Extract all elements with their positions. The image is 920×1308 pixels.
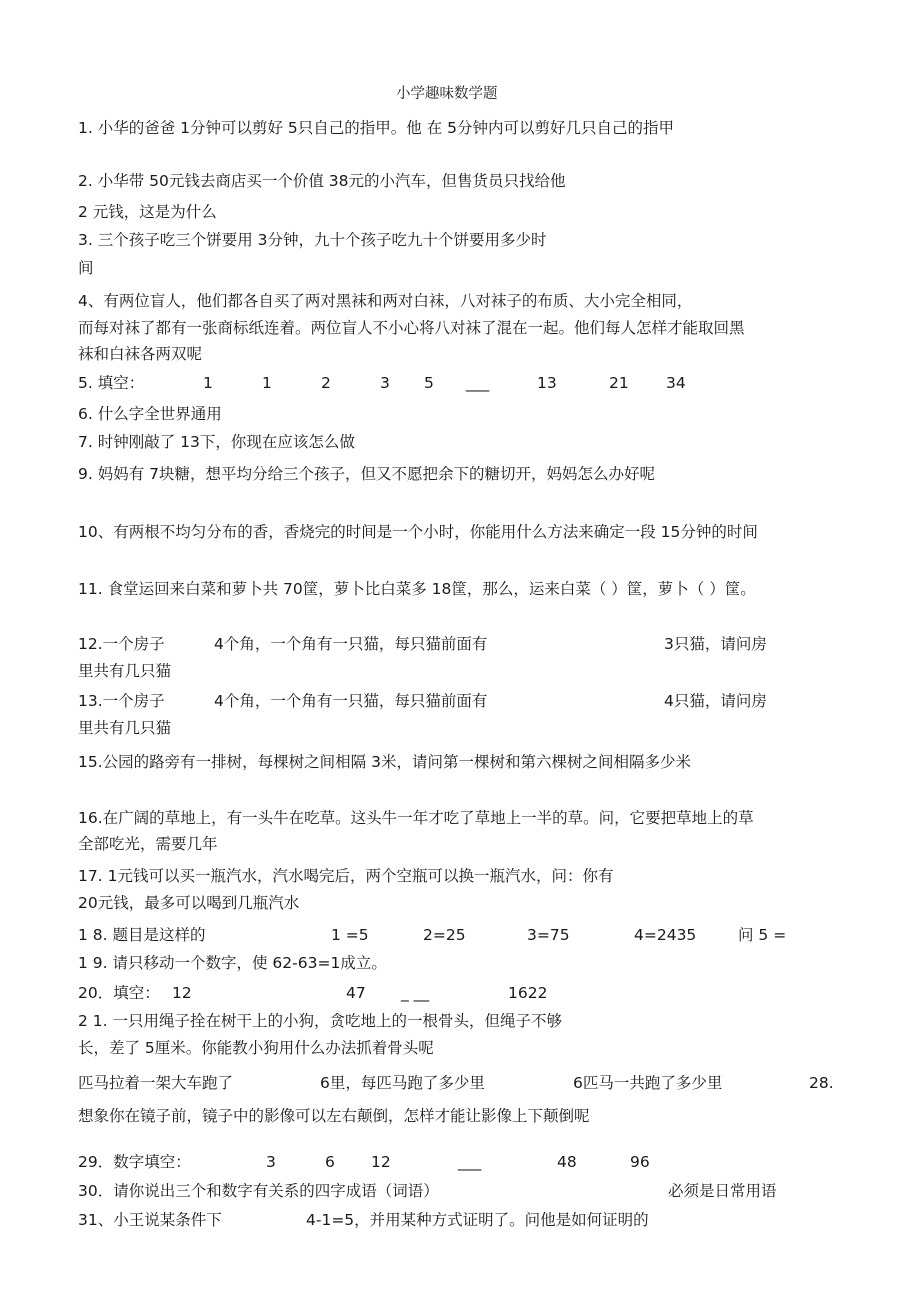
question-19: 1 9. 请只移动一个数字，使 62-63=1成立。 (78, 954, 387, 972)
question-31-part-a: 31、小王说某条件下 (78, 1211, 222, 1229)
question-4-line-3: 袜和白袜各两双呢 (78, 345, 203, 363)
question-17-line-2: 20元钱，最多可以喝到几瓶汽水 (78, 894, 300, 912)
question-31-part-b: 4-1=5，并用某种方式证明了。问他是如何证明的 (306, 1211, 649, 1229)
question-20-blank: _ __ (401, 984, 430, 1002)
sequence-number: 13 (537, 374, 557, 392)
question-2-line-1: 2. 小华带 50元钱去商店买一个价值 38元的小汽车，但售货员只找给他 (78, 172, 566, 190)
page-title: 小学趣味数学题 (396, 86, 498, 102)
question-12-line-2: 里共有几只猫 (78, 662, 172, 680)
sequence-blank: ___ (458, 1153, 482, 1171)
sequence-number: 6 (325, 1153, 335, 1171)
question-18-expr: 问 5 = (738, 926, 787, 944)
question-20-label: 20．填空： (78, 984, 160, 1002)
question-7: 7. 时钟刚敲了 13下，你现在应该怎么做 (78, 433, 355, 451)
question-20-number: 1622 (508, 984, 548, 1002)
question-13-line-2: 里共有几只猫 (78, 719, 172, 737)
question-30-part-a: 30．请你说出三个和数字有关系的四字成语（词语） (78, 1182, 439, 1200)
question-11: 11. 食堂运回来白菜和萝卜共 70筐，萝卜比白菜多 18筐，那么，运来白菜（ ）筐，萝卜（ ）筐。 (78, 580, 756, 598)
sequence-number: 48 (557, 1153, 577, 1171)
question-18-label: 1 8. 题目是这样的 (78, 926, 206, 944)
question-12-part-a: 12.一个房子 (78, 635, 165, 653)
question-13-part-c: 4只猫，请问房 (664, 692, 767, 710)
question-18-expr: 4=2435 (634, 926, 697, 944)
sequence-number: 1 (262, 374, 272, 392)
sequence-number: 96 (630, 1153, 650, 1171)
question-3-line-2: 间 (78, 259, 94, 277)
question-30-part-b: 必须是日常用语 (668, 1182, 777, 1200)
sequence-number: 34 (666, 374, 686, 392)
question-12-part-c: 3只猫，请问房 (664, 635, 767, 653)
sequence-number: 2 (321, 374, 331, 392)
question-4-line-1: 4、有两位盲人，他们都各自买了两对黑袜和两对白袜，八对袜子的布质、大小完全相同， (78, 292, 693, 310)
question-4-line-2: 而每对袜了都有一张商标纸连着。两位盲人不小心将八对袜了混在一起。他们每人怎样才能取回黑 (78, 319, 745, 337)
question-20-number: 12 (172, 984, 192, 1002)
sequence-number: 21 (609, 374, 629, 392)
question-12-part-b: 4个角，一个角有一只猫，每只猫前面有 (214, 635, 488, 653)
question-15: 15.公园的路旁有一排树，每棵树之间相隔 3米，请问第一棵树和第六棵树之间相隔多少米 (78, 753, 691, 771)
question-18-expr: 2=25 (423, 926, 466, 944)
sequence-number: 12 (371, 1153, 391, 1171)
question-28-number: 28. (809, 1074, 834, 1092)
question-21-line-2: 长，差了 5厘米。你能教小狗用什么办法抓着骨头呢 (78, 1039, 434, 1057)
question-3-line-1: 3. 三个孩子吃三个饼要用 3分钟，九十个孩子吃九十个饼要用多少时 (78, 231, 547, 249)
question-17-line-1: 17. 1元钱可以买一瓶汽水，汽水喝完后，两个空瓶可以换一瓶汽水，问：你有 (78, 867, 614, 885)
question-18-expr: 3=75 (527, 926, 570, 944)
question-5-label: 5. 填空： (78, 374, 145, 392)
sequence-number: 3 (266, 1153, 276, 1171)
question-16-line-2: 全部吃光，需要几年 (78, 835, 218, 853)
question-27-part-c: 6匹马一共跑了多少里 (573, 1074, 723, 1092)
question-21-line-1: 2 1. 一只用绳子拴在树干上的小狗，贪吃地上的一根骨头，但绳子不够 (78, 1012, 563, 1030)
sequence-number: 1 (203, 374, 213, 392)
question-13-part-a: 13.一个房子 (78, 692, 165, 710)
question-20-number: 47 (346, 984, 366, 1002)
sequence-blank: ___ (466, 374, 490, 392)
sequence-number: 3 (380, 374, 390, 392)
question-13-part-b: 4个角，一个角有一只猫，每只猫前面有 (214, 692, 488, 710)
question-27-part-b: 6里，每匹马跑了多少里 (320, 1074, 485, 1092)
question-10: 10、有两根不均匀分布的香，香烧完的时间是一个小时，你能用什么方法来确定一段 15分钟的时间 (78, 523, 758, 541)
question-28: 想象你在镜子前，镜子中的影像可以左右颠倒，怎样才能让影像上下颠倒呢 (78, 1107, 590, 1125)
question-6: 6. 什么字全世界通用 (78, 405, 222, 423)
question-18-expr: 1 =5 (331, 926, 369, 944)
sequence-number: 5 (424, 374, 434, 392)
question-9: 9. 妈妈有 7块糖，想平均分给三个孩子，但又不愿把余下的糖切开，妈妈怎么办好呢 (78, 465, 656, 483)
question-1: 1. 小华的爸爸 1分钟可以剪好 5只自己的指甲。他 在 5分钟内可以剪好几只自己的指甲 (78, 119, 675, 137)
question-27-part-a: 匹马拉着一架大车跑了 (78, 1074, 234, 1092)
question-29-label: 29．数字填空： (78, 1153, 191, 1171)
question-16-line-1: 16.在广阔的草地上，有一头牛在吃草。这头牛一年才吃了草地上一半的草。问，它要把草地上的草 (78, 809, 754, 827)
question-2-line-2: 2 元钱，这是为什么 (78, 203, 217, 221)
